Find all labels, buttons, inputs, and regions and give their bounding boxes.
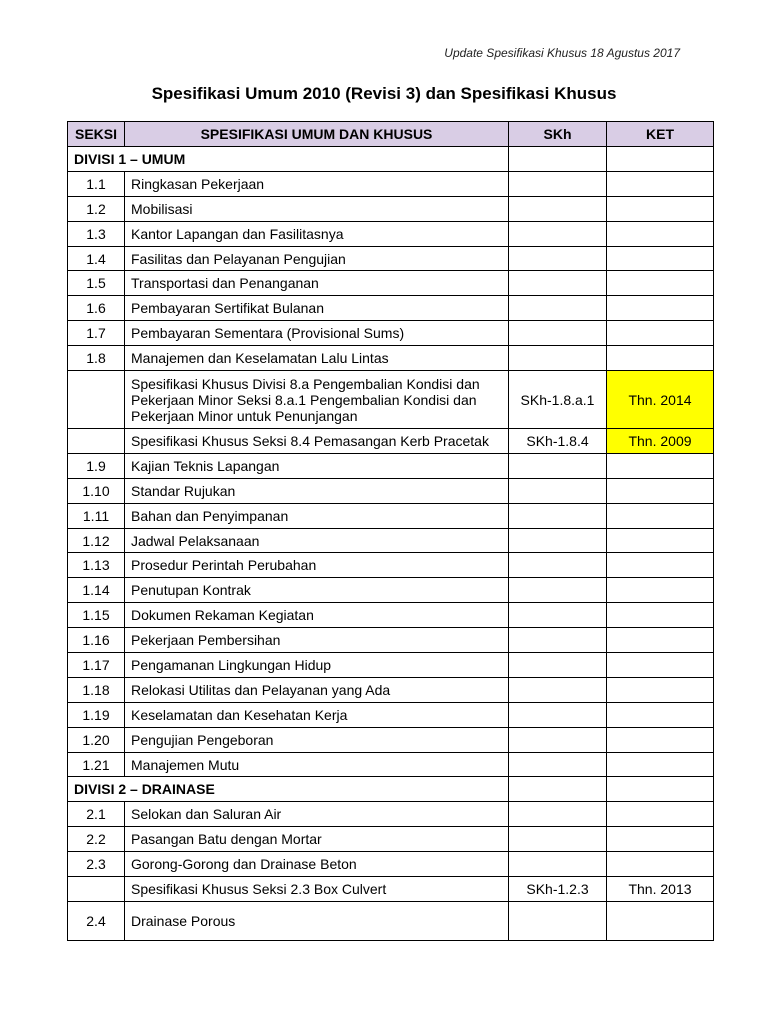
title-cell: Transportasi dan Penanganan	[125, 271, 509, 296]
table-row	[68, 321, 714, 346]
title-cell: Pembayaran Sertifikat Bulanan	[125, 296, 509, 321]
table-row	[68, 478, 714, 503]
column-header-spesifikasi: SPESIFIKASI UMUM DAN KHUSUS	[125, 122, 509, 147]
title-cell: Pembayaran Sementara (Provisional Sums)	[125, 321, 509, 346]
skh-cell	[509, 528, 607, 553]
ket-cell	[607, 578, 714, 603]
ket-cell	[607, 827, 714, 852]
divisi-row	[68, 777, 714, 802]
ket-cell	[607, 147, 714, 172]
ket-cell	[607, 346, 714, 371]
table-row	[68, 852, 714, 877]
table-row	[68, 528, 714, 553]
seksi-cell: 1.16	[68, 628, 125, 653]
table-row	[68, 171, 714, 196]
seksi-cell: 2.3	[68, 852, 125, 877]
title-cell: Ringkasan Pekerjaan	[125, 171, 509, 196]
table-row	[68, 727, 714, 752]
ket-cell	[607, 478, 714, 503]
table-row	[68, 503, 714, 528]
skh-cell	[509, 321, 607, 346]
ket-cell	[607, 901, 714, 940]
table-row	[68, 221, 714, 246]
seksi-cell: 1.12	[68, 528, 125, 553]
skh-cell	[509, 453, 607, 478]
table-row	[68, 246, 714, 271]
seksi-cell: 2.4	[68, 901, 125, 940]
table-row	[68, 453, 714, 478]
specification-table	[67, 121, 714, 941]
skh-cell	[509, 578, 607, 603]
skh-cell: SKh-1.8.a.1	[509, 371, 607, 429]
title-cell: Fasilitas dan Pelayanan Pengujian	[125, 246, 509, 271]
table-row	[68, 702, 714, 727]
skh-cell	[509, 147, 607, 172]
title-cell: Relokasi Utilitas dan Pelayanan yang Ada	[125, 677, 509, 702]
skh-cell	[509, 296, 607, 321]
table-row	[68, 603, 714, 628]
title-cell: Standar Rujukan	[125, 478, 509, 503]
seksi-cell	[68, 877, 125, 902]
table-row	[68, 296, 714, 321]
skh-cell	[509, 553, 607, 578]
table-row	[68, 827, 714, 852]
title-cell: Manajemen Mutu	[125, 752, 509, 777]
seksi-cell: 1.2	[68, 196, 125, 221]
seksi-cell: 1.21	[68, 752, 125, 777]
ket-cell	[607, 453, 714, 478]
table-row	[68, 271, 714, 296]
seksi-cell: 1.4	[68, 246, 125, 271]
title-cell: Penutupan Kontrak	[125, 578, 509, 603]
ket-cell: Thn. 2013	[607, 877, 714, 902]
seksi-cell: 1.9	[68, 453, 125, 478]
skh-cell	[509, 346, 607, 371]
seksi-cell: 1.11	[68, 503, 125, 528]
ket-cell	[607, 603, 714, 628]
title-cell: Drainase Porous	[125, 901, 509, 940]
skh-cell	[509, 702, 607, 727]
divisi-row	[68, 147, 714, 172]
ket-cell	[607, 702, 714, 727]
seksi-cell: 1.5	[68, 271, 125, 296]
skh-cell	[509, 752, 607, 777]
table-row	[68, 553, 714, 578]
ket-cell	[607, 777, 714, 802]
skh-cell	[509, 246, 607, 271]
seksi-cell: 1.19	[68, 702, 125, 727]
title-cell: Kajian Teknis Lapangan	[125, 453, 509, 478]
ket-cell	[607, 271, 714, 296]
table-row	[68, 677, 714, 702]
skh-cell	[509, 171, 607, 196]
title-cell: Dokumen Rekaman Kegiatan	[125, 603, 509, 628]
seksi-cell: 1.6	[68, 296, 125, 321]
document-title: Spesifikasi Umum 2010 (Revisi 3) dan Spesifikasi Khusus	[151, 84, 617, 103]
skh-cell	[509, 777, 607, 802]
seksi-cell: 1.13	[68, 553, 125, 578]
ket-cell	[607, 553, 714, 578]
table-row	[68, 877, 714, 902]
column-header-seksi: SEKSI	[68, 122, 125, 147]
title-cell: Kantor Lapangan dan Fasilitasnya	[125, 221, 509, 246]
table-row	[68, 346, 714, 371]
ket-cell	[607, 653, 714, 678]
skh-cell	[509, 478, 607, 503]
title-cell: Selokan dan Saluran Air	[125, 802, 509, 827]
seksi-cell: 1.17	[68, 653, 125, 678]
skh-cell	[509, 271, 607, 296]
ket-cell	[607, 171, 714, 196]
column-header-skh: SKh	[509, 122, 607, 147]
title-cell: Mobilisasi	[125, 196, 509, 221]
table-row	[68, 429, 714, 454]
title-cell: Bahan dan Penyimpanan	[125, 503, 509, 528]
title-cell: Pengujian Pengeboran	[125, 727, 509, 752]
title-cell: Spesifikasi Khusus Seksi 2.3 Box Culvert	[125, 877, 509, 902]
update-note: Update Spesifikasi Khusus 18 Agustus 2017	[444, 46, 680, 60]
skh-cell	[509, 827, 607, 852]
title-cell: Prosedur Perintah Perubahan	[125, 553, 509, 578]
title-cell: Jadwal Pelaksanaan	[125, 528, 509, 553]
seksi-cell: 2.2	[68, 827, 125, 852]
seksi-cell: 1.15	[68, 603, 125, 628]
column-header-ket: KET	[607, 122, 714, 147]
seksi-cell: 1.18	[68, 677, 125, 702]
ket-cell	[607, 528, 714, 553]
table-row	[68, 628, 714, 653]
skh-cell	[509, 653, 607, 678]
seksi-cell: 1.3	[68, 221, 125, 246]
title-cell: Keselamatan dan Kesehatan Kerja	[125, 702, 509, 727]
seksi-cell: 1.20	[68, 727, 125, 752]
skh-cell	[509, 603, 607, 628]
seksi-cell	[68, 429, 125, 454]
table-row	[68, 802, 714, 827]
ket-cell-highlighted: Thn. 2014	[607, 371, 714, 429]
seksi-cell: 1.8	[68, 346, 125, 371]
skh-cell	[509, 802, 607, 827]
title-cell: Spesifikasi Khusus Seksi 8.4 Pemasangan Kerb Pracetak	[125, 429, 509, 454]
title-cell: Pasangan Batu dengan Mortar	[125, 827, 509, 852]
skh-cell	[509, 503, 607, 528]
skh-cell	[509, 221, 607, 246]
ket-cell	[607, 727, 714, 752]
skh-cell	[509, 677, 607, 702]
skh-cell	[509, 628, 607, 653]
seksi-cell	[68, 371, 125, 429]
ket-cell	[607, 677, 714, 702]
skh-cell	[509, 901, 607, 940]
table-row	[68, 901, 714, 940]
skh-cell	[509, 196, 607, 221]
seksi-cell: 2.1	[68, 802, 125, 827]
title-cell: Spesifikasi Khusus Divisi 8.a Pengembalian Kondisi dan Pekerjaan Minor Seksi 8.a.1 Pengembalian Kondisi dan Pekerjaan Minor untuk Penunjangan	[125, 371, 509, 429]
divisi-label: DIVISI 1 – UMUM	[68, 147, 509, 172]
table-row	[68, 752, 714, 777]
seksi-cell: 1.1	[68, 171, 125, 196]
table-row	[68, 196, 714, 221]
title-cell: Manajemen dan Keselamatan Lalu Lintas	[125, 346, 509, 371]
ket-cell	[607, 752, 714, 777]
table-row	[68, 653, 714, 678]
skh-cell	[509, 852, 607, 877]
title-cell: Pengamanan Lingkungan Hidup	[125, 653, 509, 678]
ket-cell	[607, 802, 714, 827]
ket-cell	[607, 321, 714, 346]
seksi-cell: 1.7	[68, 321, 125, 346]
title-cell: Pekerjaan Pembersihan	[125, 628, 509, 653]
skh-cell: SKh-1.8.4	[509, 429, 607, 454]
skh-cell: SKh-1.2.3	[509, 877, 607, 902]
table-header-row	[68, 122, 714, 147]
ket-cell	[607, 246, 714, 271]
title-cell: Gorong-Gorong dan Drainase Beton	[125, 852, 509, 877]
ket-cell	[607, 196, 714, 221]
table-row	[68, 371, 714, 429]
ket-cell	[607, 503, 714, 528]
ket-cell-highlighted: Thn. 2009	[607, 429, 714, 454]
seksi-cell: 1.14	[68, 578, 125, 603]
ket-cell	[607, 221, 714, 246]
ket-cell	[607, 296, 714, 321]
table-row	[68, 578, 714, 603]
divisi-label: DIVISI 2 – DRAINASE	[68, 777, 509, 802]
ket-cell	[607, 852, 714, 877]
ket-cell	[607, 628, 714, 653]
seksi-cell: 1.10	[68, 478, 125, 503]
skh-cell	[509, 727, 607, 752]
